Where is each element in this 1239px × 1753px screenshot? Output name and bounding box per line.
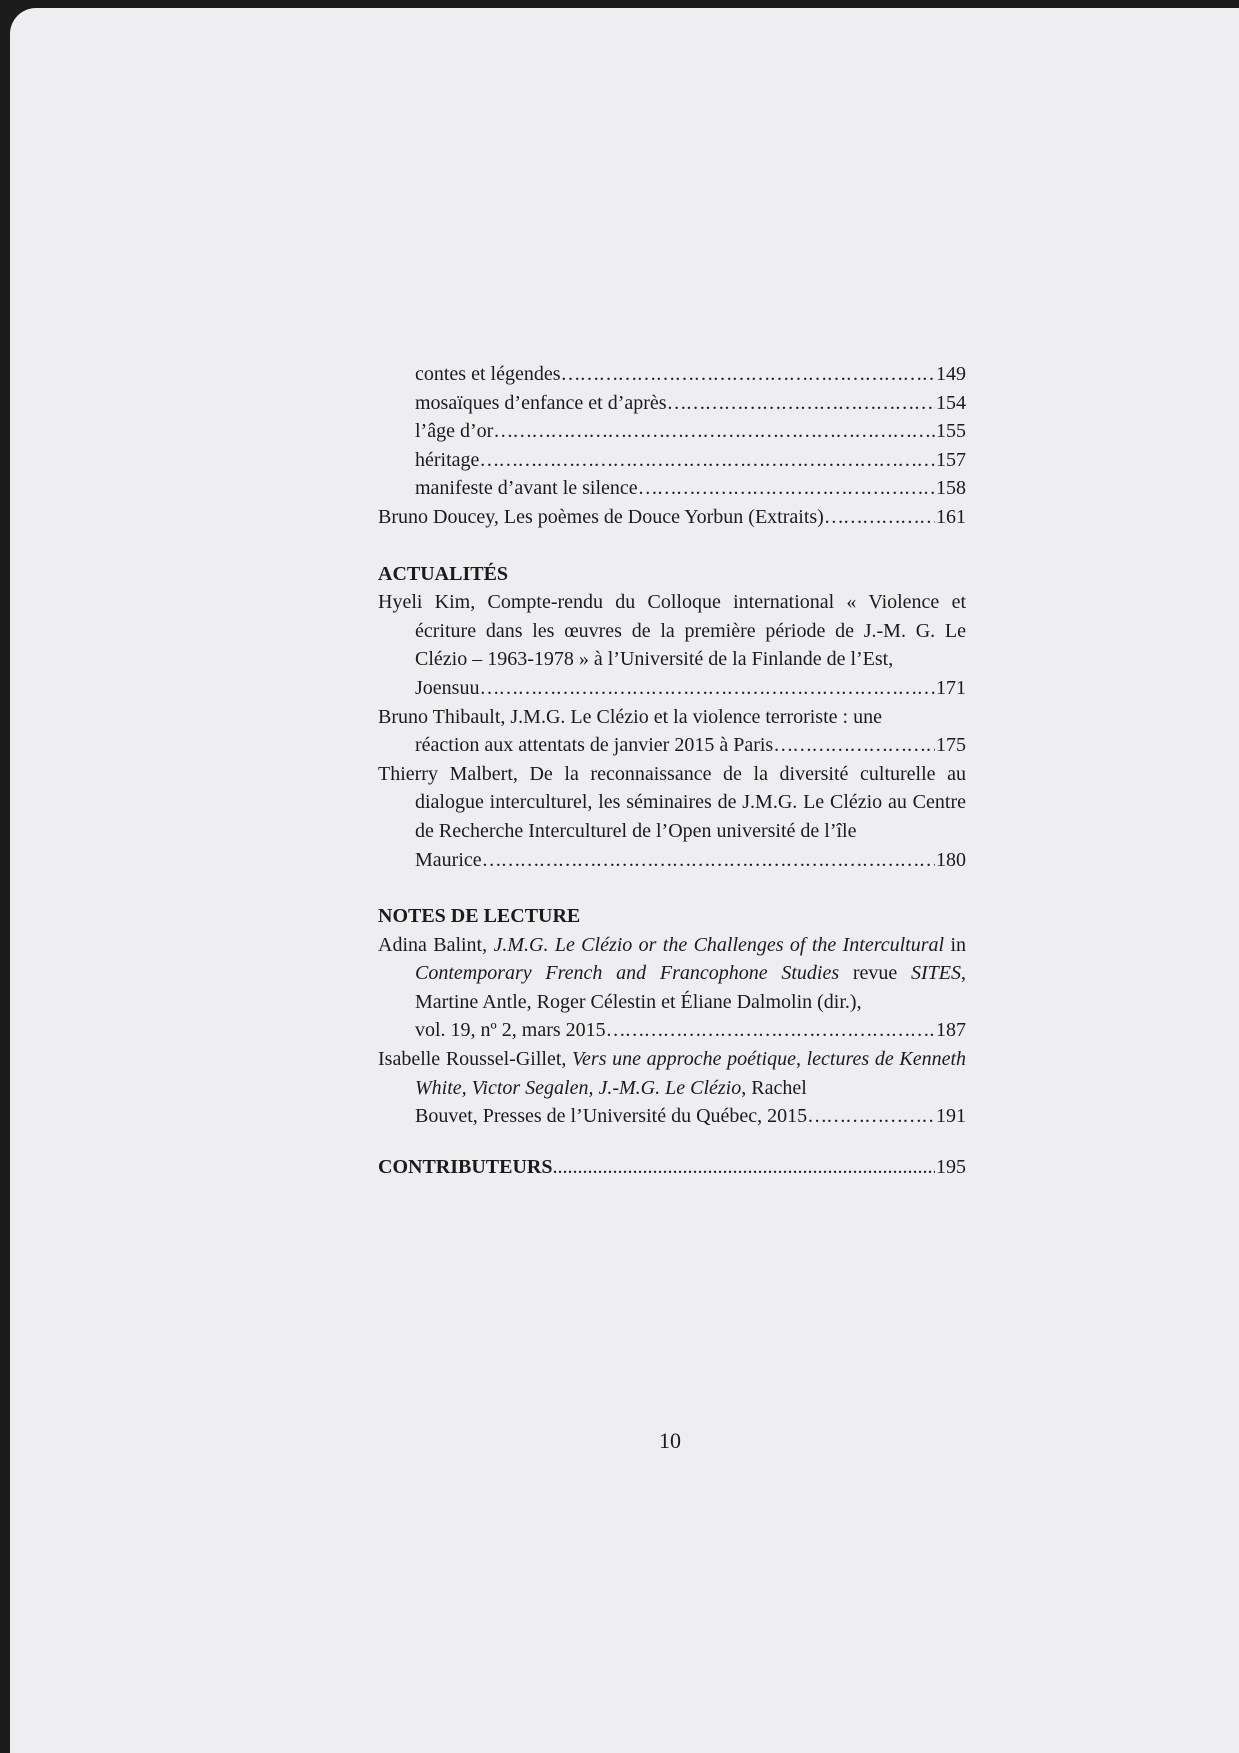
toc-entry-text: , Rachel (741, 1076, 807, 1099)
section-heading-notes: NOTES DE LECTURE (378, 905, 581, 928)
toc-entry-page: 149 (936, 363, 966, 385)
toc-entry-title: l’âge d’or (415, 420, 494, 443)
toc-entry-text: revue (839, 962, 911, 985)
dot-leader (493, 417, 935, 446)
toc-entry-malbert (378, 760, 966, 874)
dot-leader (479, 446, 935, 475)
toc-entry-author: Isabelle Roussel-Gillet, (378, 1048, 573, 1071)
toc-entry-contributeurs (378, 1153, 966, 1182)
toc-entry-page: 157 (936, 448, 966, 471)
document-page (10, 8, 1239, 1753)
toc-entry-thibault (378, 703, 966, 760)
toc-entry-text: in (944, 933, 967, 956)
toc-entry-page: 161 (936, 505, 966, 528)
toc-entry-title-end: Bouvet, Presses de l’Université du Québec, 2015 (415, 1105, 808, 1128)
toc-entry-manifeste (378, 474, 966, 503)
toc-entry-page: 175 (936, 734, 966, 757)
toc-entry-title-end: Joensuu (415, 676, 480, 699)
toc-entry-balint (378, 931, 966, 1045)
dot-leader (552, 1153, 935, 1182)
page-number: 10 (659, 1428, 681, 1453)
toc-entry-work-title: J.M.G. Le Clézio or the Challenges of the Intercultural (493, 933, 945, 956)
dot-leader (807, 1102, 935, 1131)
dot-leader (824, 503, 935, 532)
toc-entry-journal-name: SITES (911, 962, 961, 985)
dot-leader (638, 474, 935, 503)
toc-entry-page: 180 (936, 848, 966, 871)
toc-entry-contes (378, 360, 966, 389)
toc-entry-text: , Martine Antle, Roger Célestin et Éliane Dalmolin (dir.), (415, 962, 966, 1013)
toc-entry-title: héritage (415, 448, 480, 471)
toc-entry-title: Thierry Malbert, De la reconnaissance de la diversité culturelle au dialogue interculturel, les séminaires de J.M.G. Le Clézio au Centre de Recherche Interculturel de l’Open université de l’île (378, 762, 966, 842)
toc-entry-title: CONTRIBUTEURS (378, 1155, 553, 1178)
toc-entry-title: Hyeli Kim, Compte-rendu du Colloque international « Violence et écriture dans les œuvres de la première période de J.-M. G. Le Clézio – 1963-1978 » à l’Université de la Finlande de l’Est, (378, 591, 966, 671)
table-of-contents (378, 360, 966, 1181)
toc-entry-title: Bruno Thibault, J.M.G. Le Clézio et la violence terroriste : une (378, 705, 882, 728)
toc-entry-page: 171 (936, 676, 966, 699)
toc-entry-page: 158 (936, 477, 966, 500)
toc-entry-roussel (378, 1045, 966, 1131)
toc-entry-heritage (378, 446, 966, 475)
toc-entry-title-end: réaction aux attentats de janvier 2015 à Paris (415, 734, 774, 757)
toc-entry-title: manifeste d’avant le silence (415, 477, 638, 500)
dot-leader (667, 389, 935, 418)
dot-leader (479, 674, 935, 703)
section-heading-actualites: ACTUALITÉS (378, 562, 509, 585)
dot-leader (773, 731, 935, 760)
toc-entry-title: mosaïques d’enfance et d’après (415, 391, 667, 414)
toc-entry-title-end: vol. 19, nº 2, mars 2015 (415, 1019, 606, 1042)
toc-entry-title-end: Maurice (415, 848, 482, 871)
toc-entry-author: Adina Balint, (378, 933, 494, 956)
toc-entry-age-dor (378, 417, 966, 446)
toc-entry-page: 155 (936, 420, 966, 443)
toc-entry-doucey (378, 503, 966, 532)
toc-entry-page: 154 (936, 391, 966, 414)
toc-entry-work-title: Vers une approche poétique, lectures de Kenneth White, Victor Segalen, J.-M.G. Le Clézio (415, 1048, 966, 1099)
toc-entry-title: Bruno Doucey, Les poèmes de Douce Yorbun (Extraits) (378, 505, 824, 528)
toc-entry-kim (378, 588, 966, 702)
toc-entry-page: 191 (936, 1105, 966, 1128)
dot-leader (561, 360, 936, 389)
dot-leader (482, 846, 935, 875)
toc-entry-page: 195 (936, 1155, 966, 1178)
dot-leader (606, 1016, 935, 1045)
toc-entry-page: 187 (936, 1019, 966, 1042)
toc-entry-journal-title: Contemporary French and Francophone Studies (415, 962, 840, 985)
toc-entry-mosaiques (378, 389, 966, 418)
toc-entry-title: contes et légendes (415, 363, 561, 385)
